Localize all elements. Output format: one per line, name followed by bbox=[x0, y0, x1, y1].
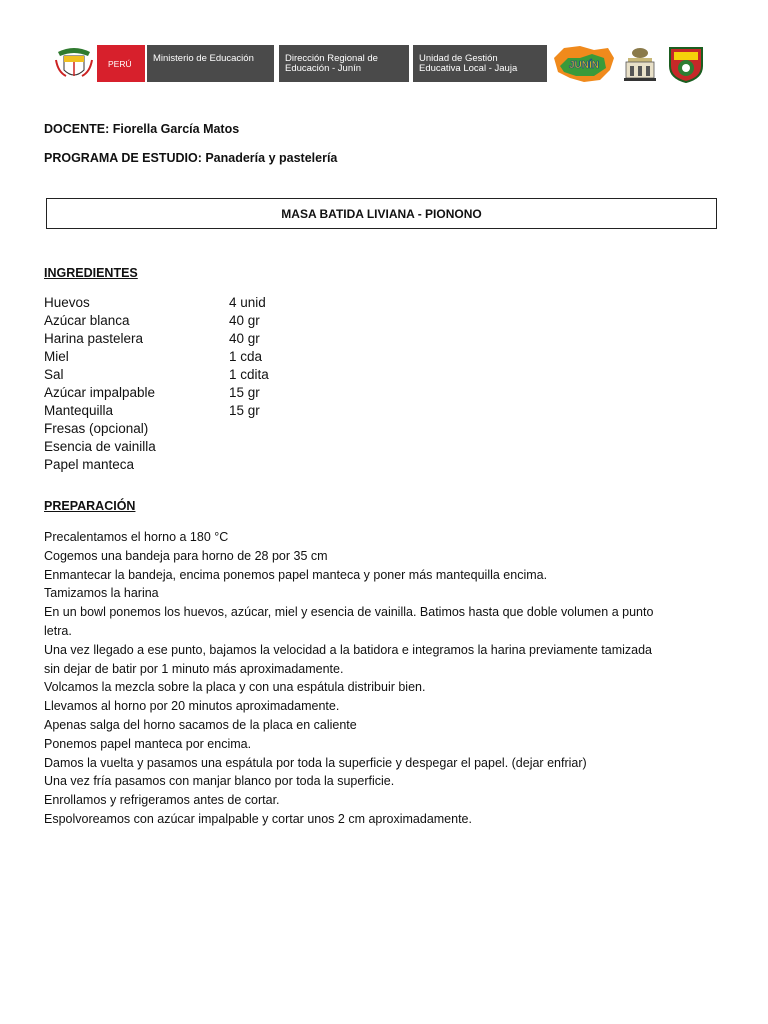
ingredient-quantity: 1 cdita bbox=[229, 367, 269, 382]
drej-label: Dirección Regional de Educación - Junín bbox=[279, 45, 409, 82]
ingredient-quantity: 40 gr bbox=[229, 313, 260, 328]
study-program: PROGRAMA DE ESTUDIO: Panadería y pastelería bbox=[44, 151, 338, 165]
preparation-step: Volcamos la mezcla sobre la placa y con una espátula distribuir bien. bbox=[44, 680, 426, 695]
preparation-step: Damos la vuelta y pasamos una espátula por toda la superficie y despegar el papel. (dejar enfriar) bbox=[44, 755, 587, 770]
preparation-heading: PREPARACIÓN bbox=[44, 499, 136, 513]
ingredient-name: Azúcar impalpable bbox=[44, 385, 156, 400]
preparation-step: Una vez llegado a ese punto, bajamos la velocidad a la batidora e integramos la harina previamente tamizada sin dejar de batir por 1 minuto más aproximadamente. bbox=[44, 642, 653, 676]
institutional-header bbox=[50, 44, 710, 84]
ingredient-quantity: 15 gr bbox=[229, 385, 260, 400]
peru-coat-of-arms-icon bbox=[54, 46, 94, 82]
preparation-step: Apenas salga del horno sacamos de la placa en caliente bbox=[44, 717, 357, 732]
ingredient-name: Esencia de vainilla bbox=[44, 439, 156, 454]
preparation-step: Cogemos una bandeja para horno de 28 por 35 cm bbox=[44, 548, 328, 563]
preparation-steps bbox=[44, 528, 664, 829]
preparation-step: Espolvoreamos con azúcar impalpable y cortar unos 2 cm aproximadamente. bbox=[44, 811, 472, 826]
ingredient-quantity: 40 gr bbox=[229, 331, 260, 346]
preparation-step: Una vez fría pasamos con manjar blanco por toda la superficie. bbox=[44, 774, 395, 789]
recipe-title-text: MASA BATIDA LIVIANA - PIONONO bbox=[281, 206, 482, 221]
ingredient-quantity: 1 cda bbox=[229, 349, 263, 364]
ingredient-quantity: 15 gr bbox=[229, 403, 260, 418]
preparation-step: Enmantecar la bandeja, encima ponemos papel manteca y poner más mantequilla encima. bbox=[44, 567, 548, 582]
preparation-step: Tamizamos la harina bbox=[44, 586, 159, 601]
minedu-label: Ministerio de Educación bbox=[147, 45, 274, 82]
ingredients-heading: INGREDIENTES bbox=[44, 266, 138, 280]
ugel-jauja-logo-icon bbox=[620, 44, 660, 84]
preparation-step: Precalentamos el horno a 180 °C bbox=[44, 530, 229, 544]
ingredient-name: Harina pastelera bbox=[44, 331, 144, 346]
recipe-title bbox=[46, 198, 717, 229]
ingredient-name: Mantequilla bbox=[44, 403, 114, 418]
preparation-step: Llevamos al horno por 20 minutos aproximadamente. bbox=[44, 699, 340, 714]
ingredient-quantity: 4 unid bbox=[229, 295, 266, 310]
junin-region-logo-icon bbox=[550, 44, 616, 84]
ingredient-name: Azúcar blanca bbox=[44, 313, 130, 328]
ugel-label: Unidad de Gestión Educativa Local - Jauja bbox=[413, 45, 547, 82]
ingredient-name: Fresas (opcional) bbox=[44, 421, 149, 436]
peru-label: PERÚ bbox=[97, 45, 145, 82]
ingredient-name: Sal bbox=[44, 367, 64, 382]
junin-logo-text: JUNÍN bbox=[568, 60, 600, 71]
ingredient-name: Papel manteca bbox=[44, 457, 135, 472]
preparation-step: Ponemos papel manteca por encima. bbox=[44, 736, 252, 751]
school-shield-logo-icon bbox=[666, 44, 706, 84]
preparation-step: En un bowl ponemos los huevos, azúcar, miel y esencia de vainilla. Batimos hasta que doble volumen a punto letra. bbox=[44, 605, 654, 638]
ingredient-name: Miel bbox=[44, 349, 69, 364]
preparation-step: Enrollamos y refrigeramos antes de cortar. bbox=[44, 793, 280, 808]
teacher-name: DOCENTE: Fiorella García Matos bbox=[44, 122, 240, 136]
ingredient-name: Huevos bbox=[44, 295, 90, 310]
